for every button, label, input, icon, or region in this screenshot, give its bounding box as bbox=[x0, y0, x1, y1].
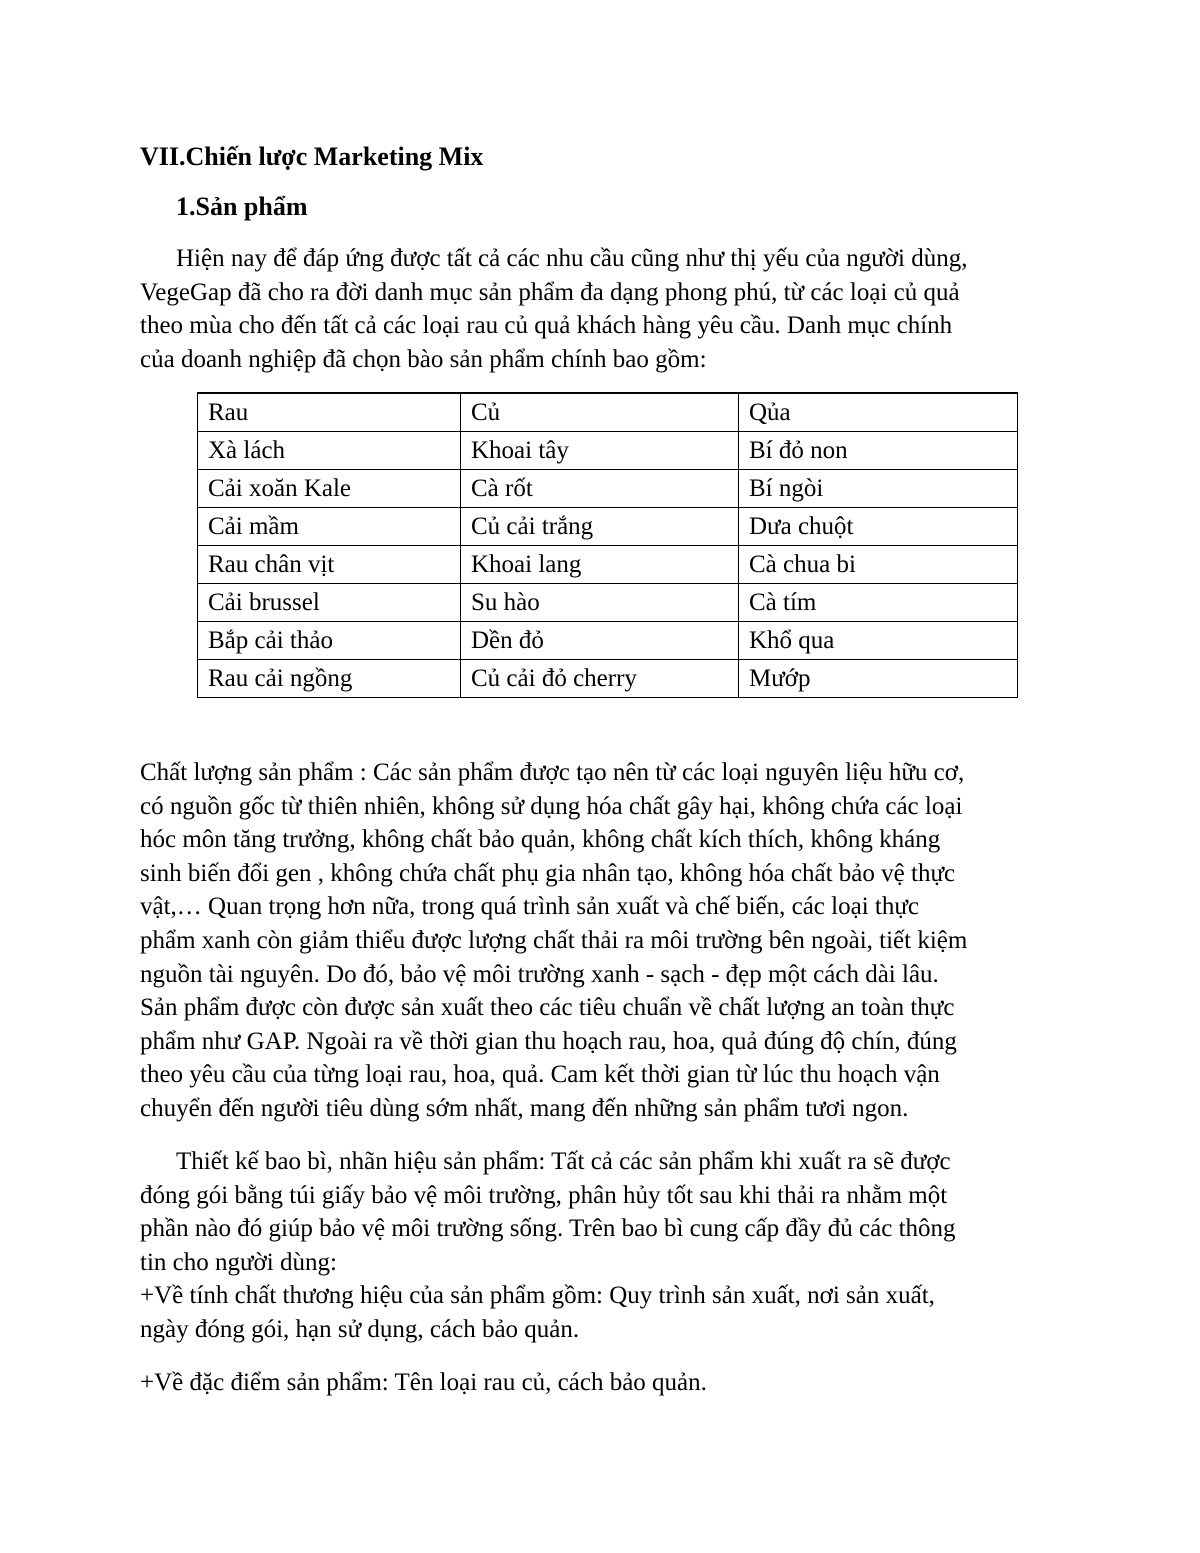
table-cell: Củ cải đỏ cherry bbox=[461, 660, 739, 698]
product-table bbox=[197, 392, 1018, 698]
table-row bbox=[198, 470, 1018, 508]
paragraph-line: sinh biến đổi gen , không chứa chất phụ gia nhân tạo, không hóa chất bảo vệ thực bbox=[140, 859, 956, 887]
table-cell: Khoai lang bbox=[461, 546, 739, 584]
paragraph-line: chuyển đến người tiêu dùng sớm nhất, mang đến những sản phẩm tươi ngon. bbox=[140, 1094, 909, 1122]
table-row bbox=[198, 660, 1018, 698]
paragraph-line: đóng gói bằng túi giấy bảo vệ môi trường, phân hủy tốt sau khi thải ra nhằm một bbox=[140, 1181, 948, 1209]
table-row bbox=[198, 546, 1018, 584]
table-row bbox=[198, 622, 1018, 660]
table-cell: Củ cải trắng bbox=[461, 508, 739, 546]
paragraph-line: tin cho người dùng: bbox=[140, 1248, 337, 1276]
paragraph-line: Thiết kế bao bì, nhãn hiệu sản phẩm: Tất cả các sản phẩm khi xuất ra sẽ được bbox=[176, 1148, 951, 1175]
paragraph-line: Sản phẩm được còn được sản xuất theo các tiêu chuẩn về chất lượng an toàn thực bbox=[140, 994, 955, 1022]
table-cell: Dưa chuột bbox=[739, 508, 1018, 546]
table-cell: Cà tím bbox=[739, 584, 1018, 622]
paragraph-line: ngày đóng gói, hạn sử dụng, cách bảo quản. bbox=[140, 1315, 580, 1343]
table-cell: Qủa bbox=[739, 393, 1018, 432]
paragraph-line: nguồn tài nguyên. Do đó, bảo vệ môi trường xanh - sạch - đẹp một cách dài lâu. bbox=[140, 960, 939, 988]
intro-paragraph bbox=[140, 242, 1060, 376]
paragraph-line: phẩm như GAP. Ngoài ra về thời gian thu hoạch rau, hoa, quả đúng độ chín, đúng bbox=[140, 1027, 957, 1055]
table-cell: Cải brussel bbox=[198, 584, 461, 622]
table-cell: Su hào bbox=[461, 584, 739, 622]
packaging-paragraph bbox=[140, 1145, 1060, 1347]
paragraph-line: của doanh nghiệp đã chọn bào sản phẩm chính bao gồm: bbox=[140, 345, 707, 373]
paragraph-line: vật,… Quan trọng hơn nữa, trong quá trình sản xuất và chế biến, các loại thực bbox=[140, 893, 919, 921]
paragraph-line: theo yêu cầu của từng loại rau, hoa, quả. Cam kết thời gian từ lúc thu hoạch vận bbox=[140, 1061, 940, 1089]
table-cell: Xà lách bbox=[198, 432, 461, 470]
quality-paragraph bbox=[140, 756, 1060, 1126]
paragraph-line: VegeGap đã cho ra đời danh mục sản phẩm đa dạng phong phú, từ các loại củ quả bbox=[140, 278, 960, 306]
table-cell: Khổ qua bbox=[739, 622, 1018, 660]
paragraph-line: hóc môn tăng trưởng, không chất bảo quản, không chất kích thích, không kháng bbox=[140, 826, 941, 854]
table-row bbox=[198, 584, 1018, 622]
table-row bbox=[198, 508, 1018, 546]
table-cell: Củ bbox=[461, 393, 739, 432]
paragraph-line: Hiện nay để đáp ứng được tất cả các nhu cầu cũng như thị yếu của người dùng, bbox=[176, 245, 968, 272]
table-cell: Bắp cải thảo bbox=[198, 622, 461, 660]
feature-paragraph bbox=[140, 1366, 1060, 1400]
table-cell: Cải xoăn Kale bbox=[198, 470, 461, 508]
table-cell: Mướp bbox=[739, 660, 1018, 698]
section-heading: VII.Chiến lược Marketing Mix bbox=[140, 142, 484, 171]
paragraph-line: phẩm xanh còn giảm thiểu được lượng chất thải ra môi trường bên ngoài, tiết kiệm bbox=[140, 926, 968, 954]
table-cell: Bí ngòi bbox=[739, 470, 1018, 508]
table-cell: Rau chân vịt bbox=[198, 546, 461, 584]
table-cell: Cà chua bi bbox=[739, 546, 1018, 584]
table-cell: Rau cải ngồng bbox=[198, 660, 461, 698]
table-row bbox=[198, 432, 1018, 470]
table-cell: Bí đỏ non bbox=[739, 432, 1018, 470]
table-cell: Dền đỏ bbox=[461, 622, 739, 660]
table-cell: Cải mầm bbox=[198, 508, 461, 546]
subheading-product: 1.Sản phẩm bbox=[176, 192, 308, 221]
paragraph-line: Chất lượng sản phẩm : Các sản phẩm được tạo nên từ các loại nguyên liệu hữu cơ, bbox=[140, 759, 965, 786]
paragraph-line: +Về đặc điểm sản phẩm: Tên loại rau củ, cách bảo quản. bbox=[140, 1369, 707, 1396]
table-cell: Cà rốt bbox=[461, 470, 739, 508]
paragraph-line: theo mùa cho đến tất cả các loại rau củ quả khách hàng yêu cầu. Danh mục chính bbox=[140, 312, 953, 340]
table-cell: Khoai tây bbox=[461, 432, 739, 470]
paragraph-line: có nguồn gốc từ thiên nhiên, không sử dụng hóa chất gây hại, không chứa các loại bbox=[140, 792, 963, 820]
paragraph-line: +Về tính chất thương hiệu của sản phẩm gồm: Quy trình sản xuất, nơi sản xuất, bbox=[140, 1282, 935, 1310]
table-cell: Rau bbox=[198, 393, 461, 432]
paragraph-line: phần nào đó giúp bảo vệ môi trường sống. Trên bao bì cung cấp đầy đủ các thông bbox=[140, 1215, 956, 1243]
table-header-row bbox=[198, 393, 1018, 432]
